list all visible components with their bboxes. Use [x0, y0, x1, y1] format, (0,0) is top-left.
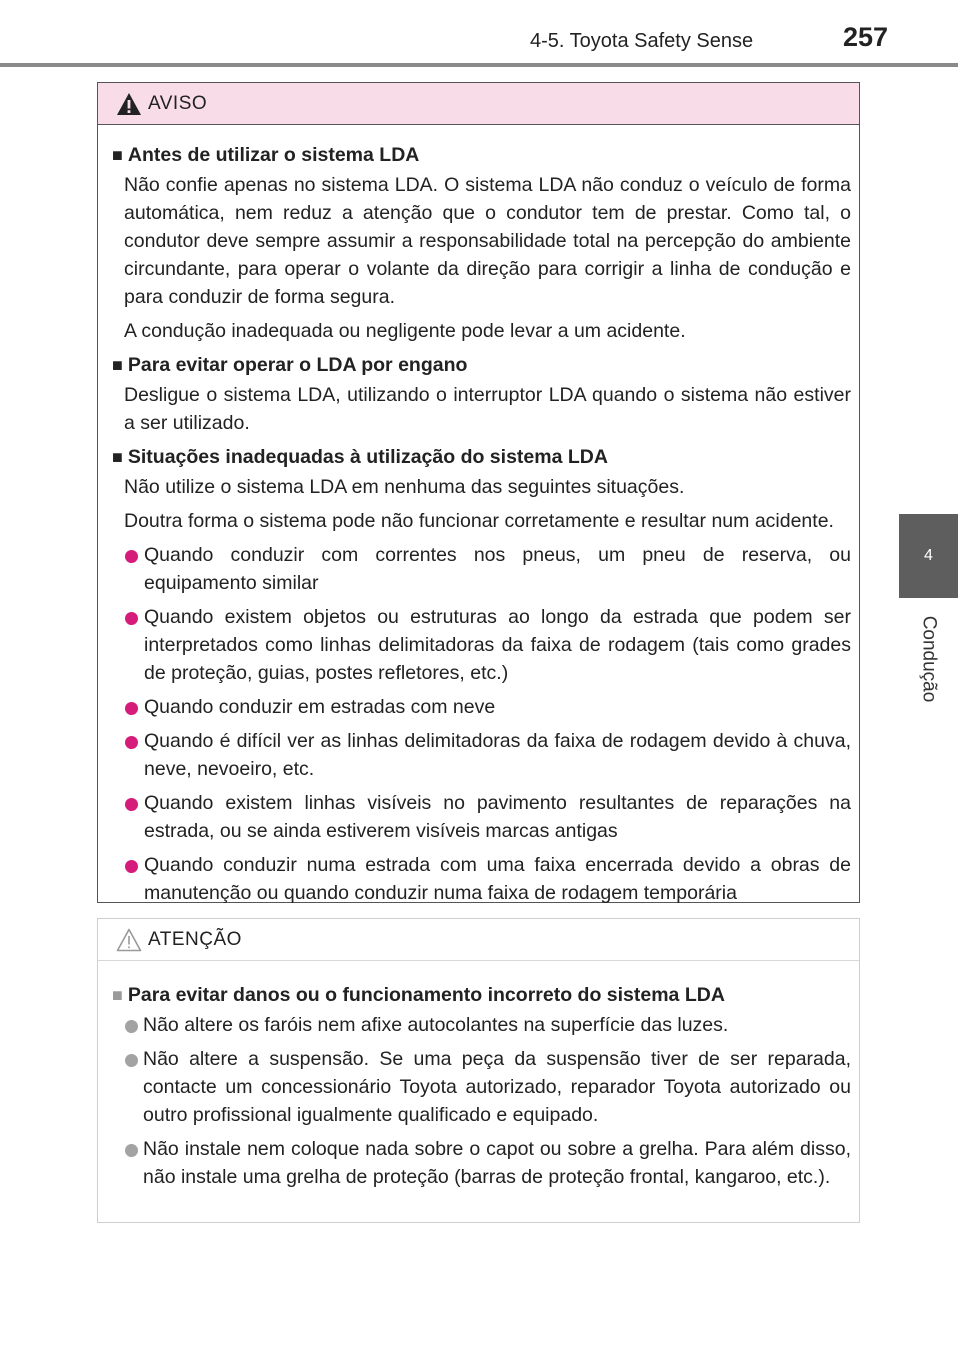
bullet-text: Não altere a suspensão. Se uma peça da suspensão tiver de ser reparada, contacte um concessionário Toyota autorizado, reparador Toyota autorizado ou outro profissional igualmente qualificado e equipado. [143, 1048, 851, 1126]
paragraph: Doutra forma o sistema pode não funcionar corretamente e resultar num acidente. [124, 510, 834, 532]
bullet-text: Quando existem linhas visíveis no pavimento resultantes de reparações na estrada, ou se ainda estiverem visíveis marcas antigas [144, 792, 851, 842]
bullet-item [112, 603, 851, 687]
chapter-tab-label [899, 604, 958, 714]
bullet-item [112, 1045, 851, 1129]
caution-box-title: ATENÇÃO [148, 928, 242, 950]
section [112, 443, 851, 907]
square-bullet-icon: ■ [112, 145, 123, 165]
bullet-item [112, 727, 851, 783]
bullet-text: Quando existem objetos ou estruturas ao longo da estrada que podem ser interpretados como linhas delimitadoras da faixa de rodagem (tais como grades de proteção, guias, postes refletores, etc.) [144, 606, 851, 684]
bullet-item [112, 1011, 851, 1039]
section-heading-text: Situações inadequadas à utilização do sistema LDA [127, 446, 608, 468]
caution-box-header [98, 919, 859, 961]
warning-box-title: AVISO [148, 92, 208, 114]
circle-bullet-icon [125, 550, 138, 563]
chapter-tab-number [899, 514, 958, 598]
circle-bullet-icon [125, 860, 138, 873]
circle-bullet-icon [125, 1144, 138, 1157]
chapter-number: 4 [924, 547, 933, 564]
chapter-label: Condução [918, 615, 940, 703]
bullet-item [112, 541, 851, 597]
bullet-text: Não altere os faróis nem afixe autocolantes na superfície das luzes. [143, 1014, 729, 1036]
section-heading [112, 981, 851, 1009]
warning-box-header [98, 83, 859, 125]
bullet-item [112, 851, 851, 907]
square-bullet-icon: ■ [112, 447, 123, 467]
square-bullet-icon: ■ [112, 355, 123, 375]
bullet-text: Quando conduzir com correntes nos pneus, um pneu de reserva, ou equipamento similar [144, 544, 851, 594]
circle-bullet-icon [125, 1020, 138, 1033]
paragraph: Não utilize o sistema LDA em nenhuma das seguintes situações. [124, 476, 685, 498]
caution-triangle-icon [116, 928, 142, 952]
paragraph: Não confie apenas no sistema LDA. O sistema LDA não conduz o veículo de forma automática, nem reduz a atenção que o condutor tem de prestar. Como tal, o condutor deve sempre assumir a responsabilidade total na percepção do ambiente circundante, para operar o volante da direção para corrigir a linha de condução e para conduzir de forma segura. [124, 174, 851, 308]
warning-box-body [98, 125, 859, 907]
section-heading [112, 141, 851, 169]
section [112, 351, 851, 437]
warning-box [97, 82, 860, 903]
circle-bullet-icon [125, 736, 138, 749]
paragraph: A condução inadequada ou negligente pode levar a um acidente. [124, 320, 686, 342]
section-heading-text: Antes de utilizar o sistema LDA [127, 144, 420, 166]
warning-triangle-icon [116, 92, 142, 116]
paragraph: Desligue o sistema LDA, utilizando o interruptor LDA quando o sistema não estiver a ser utilizado. [124, 384, 851, 434]
bullet-text: Não instale nem coloque nada sobre o capot ou sobre a grelha. Para além disso, não instale uma grelha de proteção (barras de proteção frontal, kangaroo, etc.). [143, 1138, 851, 1188]
section-title: 4-5. Toyota Safety Sense [530, 30, 754, 52]
bullet-text: Quando é difícil ver as linhas delimitadoras da faixa de rodagem devido à chuva, neve, nevoeiro, etc. [144, 730, 851, 780]
bullet-item [112, 1135, 851, 1191]
section [112, 981, 851, 1191]
bullet-text: Quando conduzir numa estrada com uma faixa encerrada devido a obras de manutenção ou quando conduzir numa faixa de rodagem temporária [144, 854, 851, 904]
section-heading [112, 351, 851, 379]
circle-bullet-icon [125, 612, 138, 625]
circle-bullet-icon [125, 1054, 138, 1067]
caution-box [97, 918, 860, 1223]
page-number: 257 [843, 22, 889, 52]
caution-box-body [98, 961, 859, 1191]
circle-bullet-icon [125, 702, 138, 715]
circle-bullet-icon [125, 798, 138, 811]
section-heading-text: Para evitar operar o LDA por engano [127, 354, 468, 376]
bullet-text: Quando conduzir em estradas com neve [144, 696, 496, 718]
section [112, 141, 851, 345]
bullet-item [112, 693, 851, 721]
section-heading [112, 443, 851, 471]
header-divider [0, 63, 958, 67]
square-bullet-icon: ■ [112, 985, 123, 1005]
bullet-item [112, 789, 851, 845]
section-heading-text: Para evitar danos ou o funcionamento incorreto do sistema LDA [127, 984, 725, 1006]
